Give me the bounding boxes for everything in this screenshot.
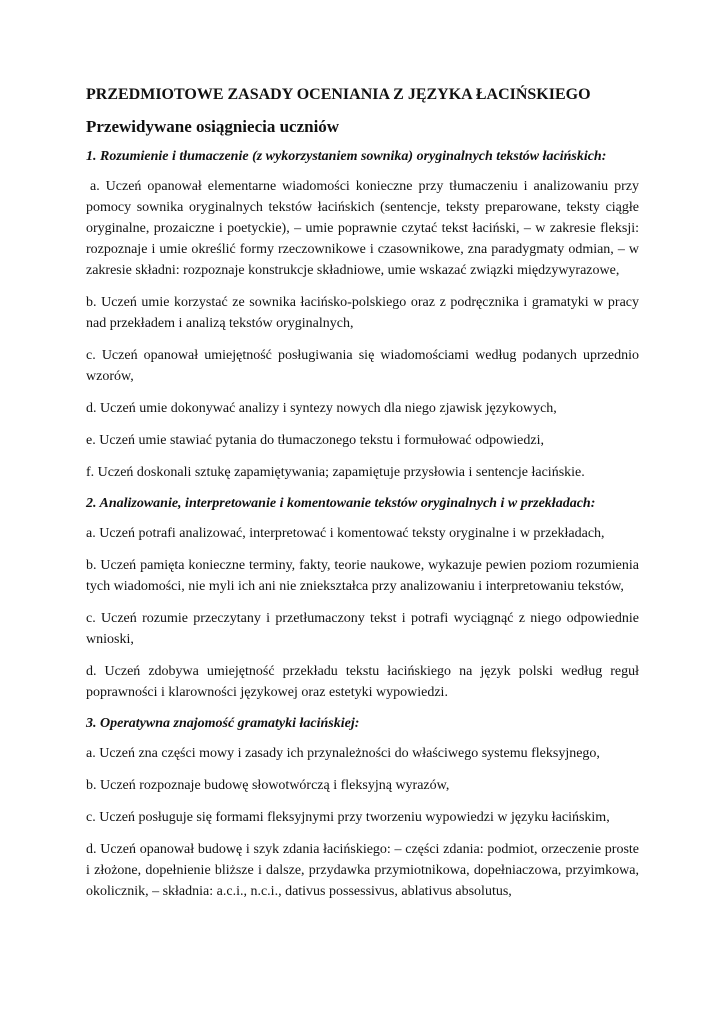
section-3 bbox=[86, 714, 639, 902]
section-heading: 1. Rozumienie i tłumaczenie (z wykorzystaniem sownika) oryginalnych tekstów łacińskich: bbox=[86, 149, 607, 164]
document-subtitle: Przewidywane osiągniecia uczniów bbox=[86, 117, 340, 136]
section-1 bbox=[86, 147, 639, 483]
section-1-item-e: e. Uczeń umie stawiać pytania do tłumaczonego tekstu i formułować odpowiedzi, bbox=[86, 433, 544, 448]
section-1-item-c: c. Uczeń opanował umiejętność posługiwania się wiadomościami według podanych uprzednio wzorów, bbox=[86, 348, 639, 384]
section-2 bbox=[86, 494, 639, 703]
section-3-item-b: b. Uczeń rozpoznaje budowę słowotwórczą i fleksyjną wyrazów, bbox=[86, 778, 450, 793]
section-heading: 2. Analizowanie, interpretowanie i komentowanie tekstów oryginalnych i w przekładach: bbox=[86, 496, 596, 511]
section-2-item-c: c. Uczeń rozumie przeczytany i przetłumaczony tekst i potrafi wyciągnąć z niego odpowiednie wnioski, bbox=[86, 611, 639, 647]
section-2-item-a: a. Uczeń potrafi analizować, interpretować i komentować teksty oryginalne i w przekładach, bbox=[86, 526, 605, 541]
document-title: PRZEDMIOTOWE ZASADY OCENIANIA Z JĘZYKA ŁACIŃSKIEGO bbox=[86, 86, 591, 103]
section-1-item-a: a. Uczeń opanował elementarne wiadomości konieczne przy tłumaczeniu i analizowaniu przy pomocy sownika oryginalnych tekstów łacińskich (sentencje, teksty preparowane, teksty ciągłe oryginalne, prozaiczne i poetyckie), – umie poprawnie czytać tekst łaciński, – w zakresie fleksji: rozpoznaje i umie określić formy rzeczownikowe i czasownikowe, zna paradygmaty odmian, – w zakresie składni: rozpoznaje konstrukcje składniowe, umie wskazać związki międzywyrazowe, bbox=[86, 179, 639, 278]
section-3-item-c: c. Uczeń posługuje się formami fleksyjnymi przy tworzeniu wypowiedzi w języku łacińskim, bbox=[86, 810, 610, 825]
section-1-item-b: b. Uczeń umie korzystać ze sownika łacińsko-polskiego oraz z podręcznika i gramatyki w pracy nad przekładem i analizą tekstów oryginalnych, bbox=[86, 295, 639, 331]
section-1-item-f: f. Uczeń doskonali sztukę zapamiętywania; zapamiętuje przysłowia i sentencje łacińskie. bbox=[86, 465, 585, 480]
section-1-item-d: d. Uczeń umie dokonywać analizy i syntezy nowych dla niego zjawisk językowych, bbox=[86, 401, 557, 416]
section-2-item-d: d. Uczeń zdobywa umiejętność przekładu tekstu łacińskiego na język polski według reguł poprawności i klarowności językowej oraz estetyki wypowiedzi. bbox=[86, 664, 639, 700]
section-3-item-d: d. Uczeń opanował budowę i szyk zdania łacińskiego: – części zdania: podmiot, orzeczenie proste i złożone, dopełnienie bliższe i dalsze, przydawka przymiotnikowa, dopełniaczowa, przyimkowa, okolicznik, – składnia: a.c.i., n.c.i., dativus possessivus, ablativus absolutus, bbox=[86, 842, 639, 899]
section-2-item-b: b. Uczeń pamięta konieczne terminy, fakty, teorie naukowe, wykazuje pewien poziom rozumienia tych wiadomości, nie myli ich ani nie zniekształca przy analizowaniu i interpretowaniu tekstów, bbox=[86, 558, 639, 594]
section-heading: 3. Operatywna znajomość gramatyki łacińskiej: bbox=[86, 716, 360, 731]
document-page bbox=[86, 84, 639, 913]
section-3-item-a: a. Uczeń zna części mowy i zasady ich przynależności do właściwego systemu fleksyjnego, bbox=[86, 746, 600, 761]
